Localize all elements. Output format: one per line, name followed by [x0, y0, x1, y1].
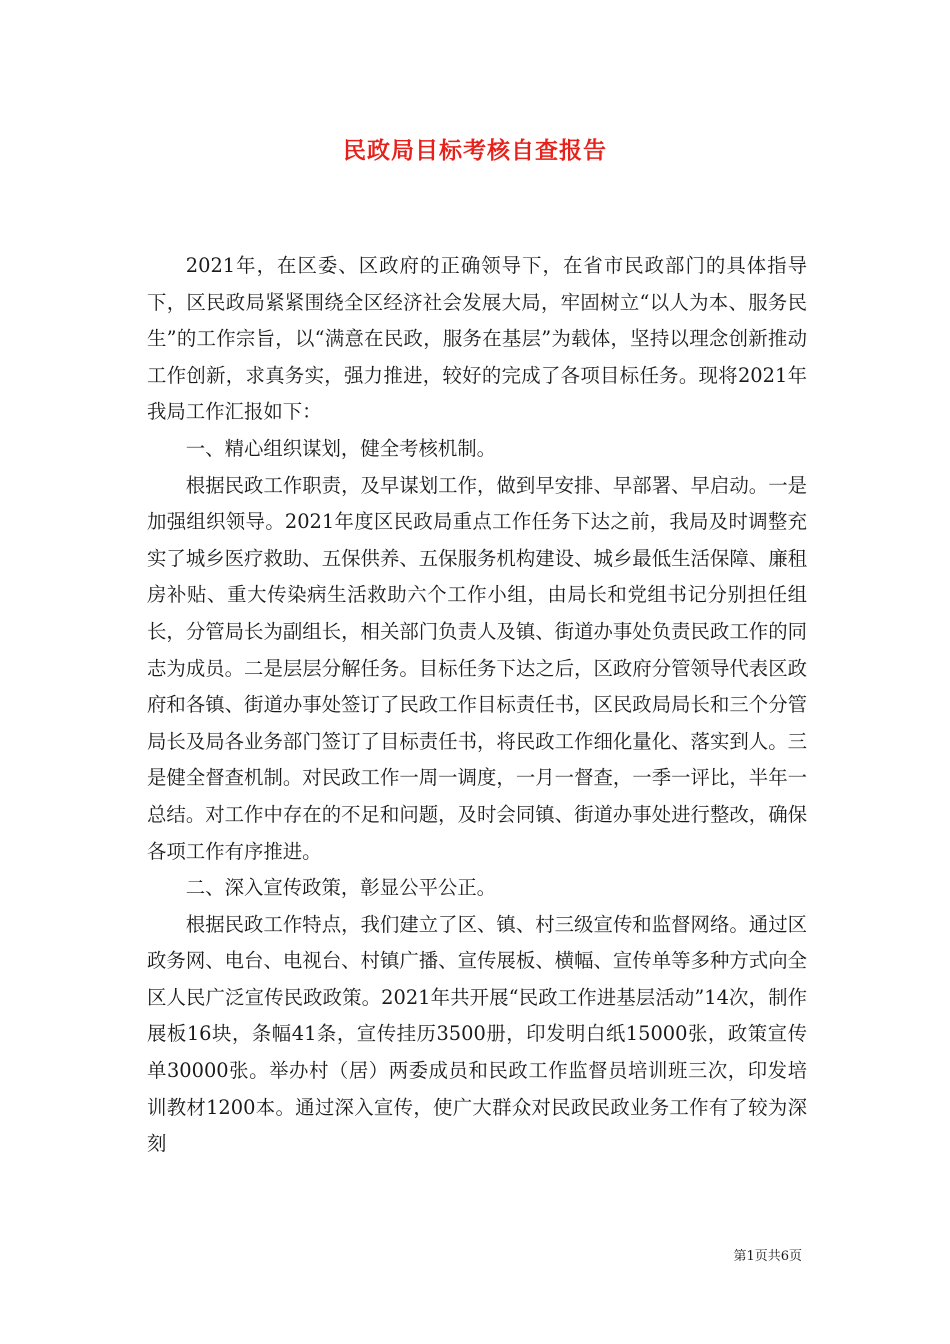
intro-paragraph: 2021年，在区委、区政府的正确领导下，在省市民政部门的具体指导下，区民政局紧紧围绕全区经济社会发展大局，牢固树立“以人为本、服务民生”的工作宗旨，以“满意在民政，服务在基层”为载体，坚持以理念创新推动工作创新，求真务实，强力推进，较好的完成了各项目标任务。现将2021年我局工作汇报如下：: [147, 254, 807, 424]
section-heading-1: 一、精心组织谋划，健全考核机制。: [185, 436, 497, 460]
section-1-paragraph: 根据民政工作职责，及早谋划工作，做到早安排、早部署、早启动。一是加强组织领导。2021年度区民政局重点工作任务下达之前，我局及时调整充实了城乡医疗救助、五保供养、五保服务机构建设、城乡最低生活保障、廉租房补贴、重大传染病生活救助六个工作小组，由局长和党组书记分别担任组长，分管局长为副组长，相关部门负责人及镇、街道办事处负责民政工作的同志为成员。二是层层分解任务。目标任务下达之后，区政府分管领导代表区政府和各镇、街道办事处签订了民政工作目标责任书，区民政局局长和三个分管局长及局各业务部门签订了目标责任书，将民政工作细化量化、落实到人。三是健全督查机制。对民政工作一周一调度，一月一督查，一季一评比，半年一总结。对工作中存在的不足和问题，及时会同镇、街道办事处进行整改，确保各项工作有序推进。: [147, 473, 807, 863]
document-body: [147, 248, 807, 1163]
section-2-paragraph: 根据民政工作特点，我们建立了区、镇、村三级宣传和监督网络。通过区政务网、电台、电视台、村镇广播、宣传展板、横幅、宣传单等多种方式向全区人民广泛宣传民政政策。2021年共开展“民政工作进基层活动”14次，制作展板16块，条幅41条，宣传挂历3500册，印发明白纸15000张，政策宣传单30000张。举办村（居）两委成员和民政工作监督员培训班三次，印发培训教材1200本。通过深入宣传，使广大群众对民政民政业务工作有了较为深刻: [147, 912, 807, 1156]
section-heading-2: 二、深入宣传政策，彰显公平公正。: [185, 876, 497, 900]
page-title: 民政局目标考核自查报告: [343, 137, 607, 164]
page-number: 第1页共6页: [733, 1249, 802, 1264]
